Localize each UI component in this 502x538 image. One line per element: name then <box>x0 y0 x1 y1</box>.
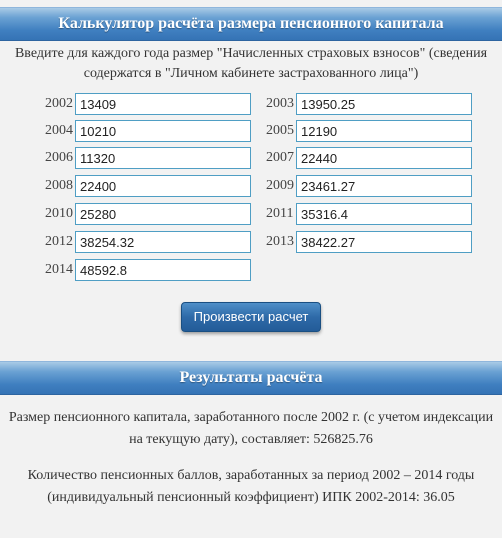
year-label: 2004 <box>45 123 73 138</box>
year-label: 2007 <box>266 150 294 165</box>
contribution-input-2002[interactable] <box>75 93 251 115</box>
calculate-button[interactable]: Произвести расчет <box>181 302 321 332</box>
calculator-title: Калькулятор расчёта размера пенсионного капитала <box>0 7 502 41</box>
year-label: 2014 <box>45 262 73 277</box>
contribution-field-2006 <box>45 147 251 169</box>
contribution-field-2012 <box>45 231 251 253</box>
contribution-field-2004 <box>45 120 251 142</box>
year-label: 2002 <box>45 96 73 111</box>
contribution-input-2010[interactable] <box>75 203 251 225</box>
calculator-instructions: Введите для каждого года размер "Начисленных страховых взносов" (сведения содержатся в "Личном кабинете застрахованного лица") <box>14 46 488 81</box>
contribution-field-2002 <box>45 93 251 115</box>
pension-points-result: Количество пенсионных баллов, заработанных за период 2002 – 2014 годы (индивидуальный пенсионный коэффициент) ИПК 2002-2014: 36.05 <box>27 468 475 505</box>
pension-capital-result: Размер пенсионного капитала, заработанного после 2002 г. (с учетом индексации на текущую дату), составляет: 526825.76 <box>8 410 494 447</box>
year-label: 2006 <box>45 150 73 165</box>
contribution-input-2009[interactable] <box>296 175 472 197</box>
contribution-input-2008[interactable] <box>75 175 251 197</box>
contribution-input-2004[interactable] <box>75 120 251 142</box>
contribution-input-2005[interactable] <box>296 120 472 142</box>
contribution-field-2009 <box>266 175 472 197</box>
year-label: 2012 <box>45 234 73 249</box>
results-title: Результаты расчёта <box>0 361 502 395</box>
year-label: 2013 <box>266 234 294 249</box>
contribution-input-2014[interactable] <box>75 259 251 281</box>
contribution-field-2003 <box>266 93 472 115</box>
contribution-input-2006[interactable] <box>75 147 251 169</box>
year-label: 2010 <box>45 206 73 221</box>
contribution-field-2008 <box>45 175 251 197</box>
contribution-field-2007 <box>266 147 472 169</box>
contribution-field-2010 <box>45 203 251 225</box>
contribution-field-2005 <box>266 120 472 142</box>
contribution-input-2011[interactable] <box>296 203 472 225</box>
contribution-input-2013[interactable] <box>296 231 472 253</box>
contribution-field-2011 <box>266 203 472 225</box>
contribution-input-2007[interactable] <box>296 147 472 169</box>
year-label: 2009 <box>266 178 294 193</box>
year-label: 2008 <box>45 178 73 193</box>
contribution-input-2012[interactable] <box>75 231 251 253</box>
year-label: 2005 <box>266 123 294 138</box>
contribution-field-2014 <box>45 259 251 281</box>
year-label: 2011 <box>266 206 294 221</box>
contribution-field-2013 <box>266 231 472 253</box>
contribution-input-2003[interactable] <box>296 93 472 115</box>
year-label: 2003 <box>266 96 294 111</box>
